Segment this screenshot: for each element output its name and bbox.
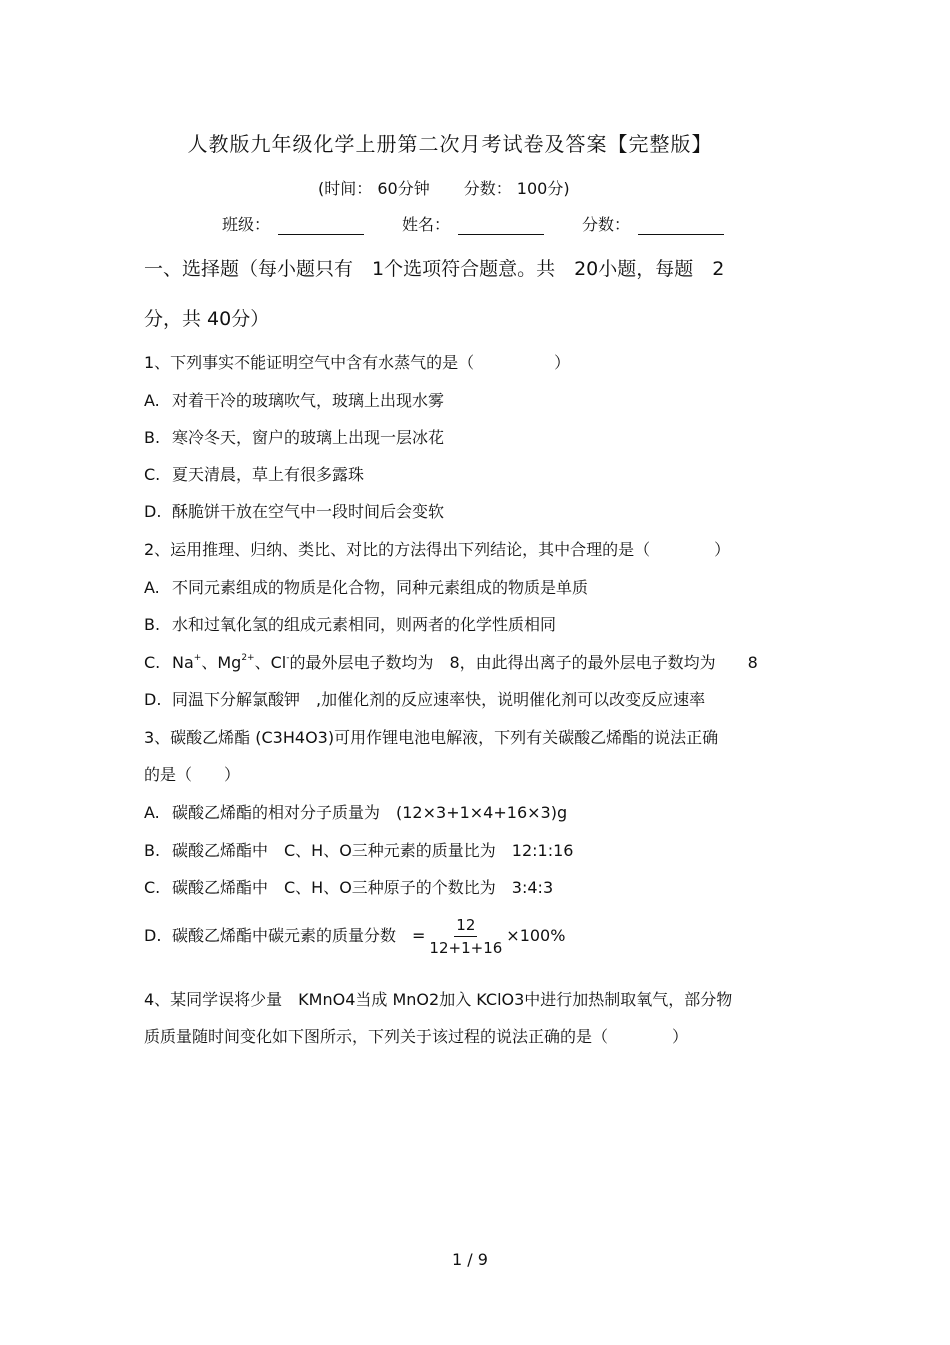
option-letter: B.	[144, 615, 161, 634]
class-blank[interactable]	[278, 216, 364, 235]
name-label: 姓名：	[402, 215, 451, 234]
option-letter: B.	[144, 428, 161, 447]
option-letter: D.	[144, 690, 162, 709]
option-text: 对着干冷的玻璃吹气，玻璃上出现水雾	[172, 391, 445, 410]
question-2-stem: 2、运用推理、归纳、类比、对比的方法得出下列结论，其中合理的是（ ）	[144, 540, 731, 559]
exam-time-score-info	[318, 176, 570, 199]
question-2-option-a	[144, 575, 588, 598]
ion-mg-charge: 2+	[241, 653, 255, 663]
page-number: 1 / 9	[452, 1250, 488, 1269]
option-text: 碳酸乙烯酯中 C、H、O三种元素的质量比为 12:1:16	[172, 841, 574, 860]
total-score-info: 分数： 100分)	[463, 179, 570, 198]
question-2-option-d	[144, 687, 705, 710]
question-1-option-a	[144, 388, 444, 411]
separator: 、	[254, 653, 271, 672]
option-letter: C.	[144, 653, 161, 672]
question-3-option-d	[144, 916, 565, 957]
ion-mg: Mg	[217, 653, 242, 672]
question-2-option-c	[144, 650, 758, 673]
score-blank[interactable]	[638, 216, 724, 235]
section-heading-line2: 分，共 40分）	[144, 308, 270, 330]
question-3-option-c	[144, 875, 553, 898]
question-4-stem-line2: 质质量随时间变化如下图所示，下列关于该过程的说法正确的是（ ）	[144, 1027, 689, 1046]
separator: 、	[201, 653, 218, 672]
ion-cl: Cl	[270, 653, 287, 672]
option-text: 碳酸乙烯酯中碳元素的质量分数 =	[172, 926, 426, 945]
question-1-stem: 1、下列事实不能证明空气中含有水蒸气的是（ ）	[144, 353, 571, 372]
question-1-option-c	[144, 462, 364, 485]
option-letter: C.	[144, 465, 161, 484]
fraction-denominator: 12+1+16	[429, 939, 503, 957]
option-letter: B.	[144, 841, 161, 860]
question-4-stem-line1: 4、某同学误将少量 KMnO4当成 MnO2加入 KClO3中进行加热制取氧气，部分物	[144, 990, 733, 1009]
option-text: 碳酸乙烯酯中 C、H、O三种原子的个数比为 3:4:3	[172, 878, 554, 897]
question-3-option-b	[144, 838, 573, 861]
option-letter: D.	[144, 926, 162, 945]
option-letter: A.	[144, 578, 160, 597]
option-text: 同温下分解氯酸钾 ,加催化剂的反应速率快，说明催化剂可以改变反应速率	[172, 690, 706, 709]
ion-na-charge: +	[193, 653, 202, 663]
name-blank[interactable]	[458, 216, 544, 235]
fraction-suffix: ×100%	[506, 926, 566, 945]
fraction-numerator: 12	[454, 916, 477, 937]
question-3-stem-line2: 的是（ ）	[144, 765, 241, 784]
question-3-stem-line1: 3、碳酸乙烯酯 (C3H4O3)可用作锂电池电解液，下列有关碳酸乙烯酯的说法正确	[144, 728, 719, 747]
option-letter: D.	[144, 502, 162, 521]
exam-title: 人教版九年级化学上册第二次月考试卷及答案【完整版】	[187, 132, 713, 156]
mass-fraction	[429, 916, 502, 957]
option-text: 不同元素组成的物质是化合物，同种元素组成的物质是单质	[172, 578, 589, 597]
ion-na: Na	[172, 653, 194, 672]
option-text: 碳酸乙烯酯的相对分子质量为 (12×3+1×4+16×3)g	[172, 803, 568, 822]
option-text: 夏天清晨，草上有很多露珠	[172, 465, 365, 484]
option-text: 酥脆饼干放在空气中一段时间后会变软	[172, 502, 445, 521]
score-label: 分数：	[582, 215, 631, 234]
option-letter: A.	[144, 803, 160, 822]
question-1-option-d	[144, 499, 444, 522]
student-info-fields	[222, 212, 724, 235]
section-heading-line1: 一、选择题（每小题只有 1个选项符合题意。共 20小题，每题 2	[144, 258, 725, 280]
class-label: 班级：	[222, 215, 271, 234]
option-letter: A.	[144, 391, 160, 410]
question-2-option-b	[144, 612, 556, 635]
option-letter: C.	[144, 878, 161, 897]
option-text: 水和过氧化氢的组成元素相同，则两者的化学性质相同	[172, 615, 557, 634]
question-3-option-a	[144, 800, 567, 823]
time-info: (时间： 60分钟	[318, 179, 430, 198]
ion-cl-charge: -	[286, 653, 290, 663]
question-1-option-b	[144, 425, 444, 448]
option-text: 的最外层电子数均为 8，由此得出离子的最外层电子数均为 8	[289, 653, 758, 672]
option-text: 寒冷冬天，窗户的玻璃上出现一层冰花	[172, 428, 445, 447]
